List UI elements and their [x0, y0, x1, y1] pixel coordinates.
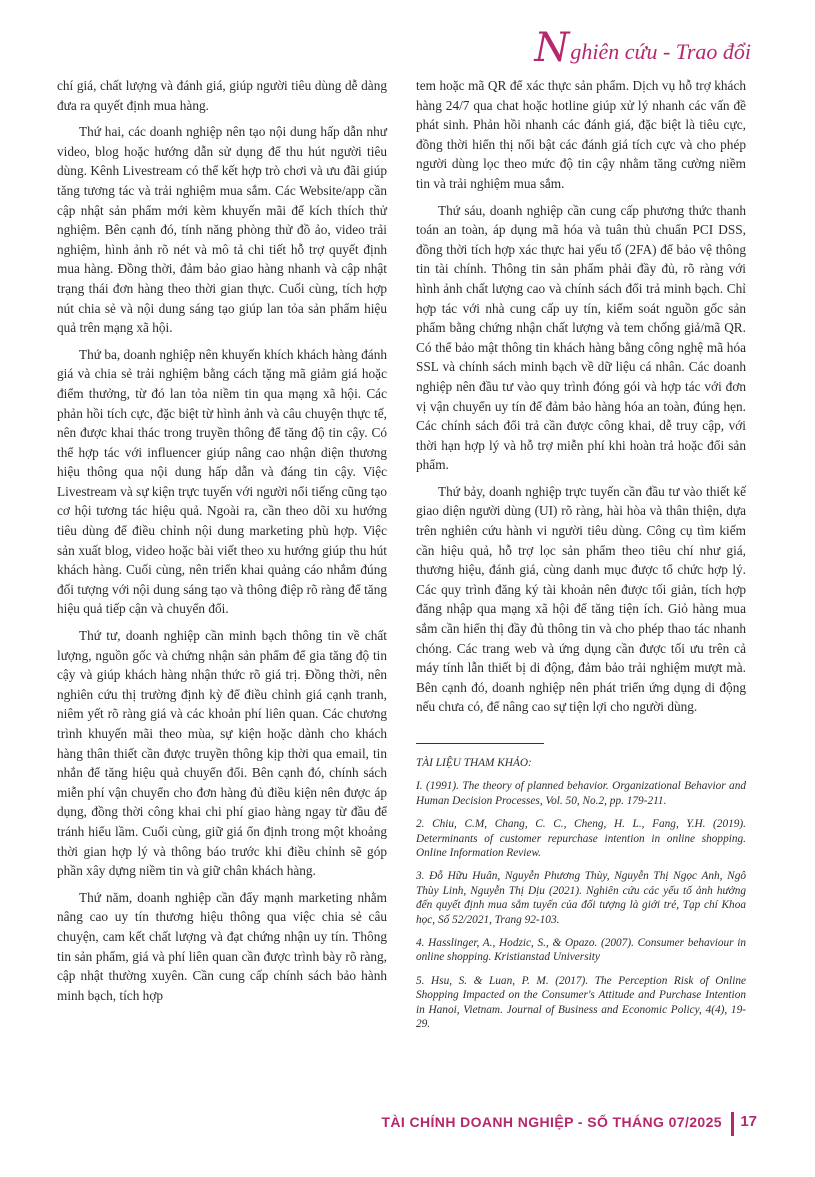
paragraph: Thứ hai, các doanh nghiệp nên tạo nội dung hấp dẫn như video, blog hoặc hướng dẫn sử dụng để thu hút người tiêu dùng. Kênh Livestream có thể kết hợp trò chơi và ưu đãi giúp tăng tương tác và trải nghiệm mua sắm. Các Website/app cần cập nhật sản phẩm mới kèm khuyến mãi để kích thích thử nghiệm. Bên cạnh đó, tính năng phòng thử đồ ảo, video trải nghiệm, hình ảnh rõ nét và mô tả chi tiết hỗ trợ quyết định mua hàng. Đồng thời, đảm bảo giao hàng nhanh và cập nhật trạng thái đơn hàng theo thời gian thực. Cuối cùng, tích hợp nút chia sẻ và nội dung sáng tạo giúp lan tỏa sản phẩm hiệu quả trên mạng xã hội.: [57, 124, 387, 336]
journal-name: TÀI CHÍNH DOANH NGHIỆP - SỐ THÁNG 07/2025: [381, 1114, 722, 1130]
section-header: [534, 25, 751, 71]
references-divider: [416, 743, 544, 744]
paragraph: Thứ năm, doanh nghiệp cần đẩy mạnh marketing nhằm nâng cao uy tín thương hiệu thông qua việc chia sẻ câu chuyện, cam kết chất lượng và đạt chứng nhận uy tín. Thông tin sản phẩm, giá và phí liên quan cần được trình bày rõ ràng, cập nhật thường xuyên. Cần cung cấp chính sách bảo hành minh bạch, tích hợp: [57, 889, 387, 1003]
right-column: [416, 76, 746, 1041]
references-title: TÀI LIỆU THAM KHẢO:: [416, 757, 532, 769]
paragraph: chí giá, chất lượng và đánh giá, giúp người tiêu dùng dễ dàng đưa ra quyết định mua hàng.: [57, 78, 387, 113]
reference-item: 4. Hasslinger, A., Hodzic, S., & Opazo. (2007). Consumer behaviour in online shopping. Kristianstad University: [416, 937, 746, 964]
paragraph: Thứ ba, doanh nghiệp nên khuyến khích khách hàng đánh giá và chia sẻ trải nghiệm bằng cách tặng mã giảm giá hoặc điểm thưởng, từ đó lan tỏa niềm tin qua mạng xã hội. Các phản hồi tích cực, đặc biệt từ hình ảnh và câu chuyện thực tế, nên được khai thác trong truyền thông để tăng độ tin cậy. Có thể hợp tác với influencer giúp nâng cao nhận diện thương hiệu thông qua nội dung hấp dẫn và đáng tin cậy. Việc Livestream và sự kiện trực tuyến với người nổi tiếng cũng tạo cơ hội tương tác hiệu quả. Ngoài ra, cần theo dõi xu hướng tiêu dùng để điều chỉnh nội dung marketing phù hợp. Việc sản xuất blog, video hoặc bài viết theo xu hướng giúp thu hút khách hàng. Cuối cùng, nên triển khai quảng cáo nhắm đúng đối tượng với nội dung sáng tạo và thông điệp rõ ràng để tăng hiệu quả tiếp cận và chuyển đổi.: [57, 346, 387, 617]
paragraph: Thứ bảy, doanh nghiệp trực tuyến cần đầu tư vào thiết kế giao diện người dùng (UI) rõ ràng, hài hòa và thân thiện, dựa trên nghiên cứu hành vi người tiêu dùng. Công cụ tìm kiếm cần hiệu quả, hỗ trợ lọc sản phẩm theo tiêu chí như giá, thương hiệu, đánh giá, cùng danh mục được tổ chức hợp lý. Các quy trình đăng ký tài khoản nên được tối giản, tích hợp đăng nhập qua mạng xã hội để tăng tiện ích. Giỏ hàng mua sắm cần hiển thị đầy đủ thông tin và cho phép thao tác nhanh chóng. Các trang web và ứng dụng cần được tối ưu trên cả máy tính lẫn thiết bị di động, đảm bảo trải nghiệm mượt mà. Bên cạnh đó, doanh nghiệp nên phát triển ứng dụng di động nếu chưa có, để nâng cao sự tiện lợi cho người dùng.: [416, 483, 746, 715]
references: [416, 756, 746, 1032]
page-footer: [0, 1112, 815, 1138]
paragraph: Thứ tư, doanh nghiệp cần minh bạch thông tin về chất lượng, nguồn gốc và chứng nhận sản phẩm để gia tăng độ tin cậy và giúp khách hàng nhận thức rõ giá trị. Đồng thời, nên nghiên cứu thị trường định kỳ để điều chỉnh giá cạnh tranh, niêm yết rõ ràng giá và các khoản phí liên quan. Các chương trình khuyến mãi theo mùa, sự kiện hoặc dành cho khách hàng thân thiết cần được truyền thông kịp thời qua email, tin nhắn để tăng hiệu quả chuyển đổi. Bên cạnh đó, chính sách miễn phí vận chuyển cho đơn hàng đủ điều kiện nên được áp dụng, đồng thời công khai chi phí giao hàng ngay từ đầu để tránh hiểu lầm. Cuối cùng, giữ giá ổn định trong một khoảng thời gian hợp lý và thông báo trước khi điều chỉnh sẽ góp phần xây dựng niềm tin và giữ chân khách hàng.: [57, 628, 387, 879]
reference-item: 5. Hsu, S. & Luan, P. M. (2017). The Perception Risk of Online Shopping Impacted on the Consumer's Attitude and Purchase Intention in Hanoi, Vietnam. Journal of Business and Economic Policy, 4(4), 19-29.: [416, 974, 746, 1031]
reference-item: 2. Chiu, C.M, Chang, C. C., Cheng, H. L., Fang, Y.H. (2019). Determinants of customer repurchase intention in online shopping. Online Information Review.: [416, 818, 746, 860]
section-header-title: ghiên cứu - Trao đổi: [570, 39, 751, 64]
paragraph: Thứ sáu, doanh nghiệp cần cung cấp phương thức thanh toán an toàn, áp dụng mã hóa và tuân thủ chuẩn PCI DSS, đồng thời tích hợp xác thực hai yếu tố (2FA) để bảo vệ thông tin tài chính. Thông tin sản phẩm phải đầy đủ, rõ ràng với hình ảnh chất lượng cao và chính sách đổi trả minh bạch. Chỉ hợp tác với nhà cung cấp uy tín, kiểm soát nguồn gốc sản phẩm bằng chứng nhận chất lượng và tem chống giả/mã QR. Có thể bảo mật thông tin khách hàng bằng công nghệ mã hóa SSL và chính sách minh bạch về dữ liệu cá nhân. Các doanh nghiệp nên đầu tư vào quy trình đóng gói và hợp tác với đơn vị vận chuyển uy tín để đảm bảo hàng hóa an toàn, đúng hẹn. Các chính sách đổi trả cần được công khai, dễ truy cập, với thời hạn hợp lý và hỗ trợ miễn phí khi hoàn trả hoặc đổi sản phẩm.: [416, 202, 746, 473]
left-column: [57, 76, 387, 1012]
section-header-initial: N: [534, 25, 570, 71]
page-number: 17: [740, 1113, 757, 1130]
reference-item: I. (1991). The theory of planned behavior. Organizational Behavior and Human Decision Processes, Vol. 50, No.2, pp. 179-211.: [416, 780, 746, 807]
reference-item: 3. Đỗ Hữu Huân, Nguyễn Phương Thùy, Nguyễn Thị Ngọc Anh, Ngô Thùy Linh, Nguyễn Thị Dịu (2021). Nghiên cứu các yếu tố ảnh hưởng đến quyết định mua sắm tuyến của đối tượng là giới trẻ, Tạp chí Khoa học, Số 52/2021, Trang 92-103.: [416, 870, 746, 926]
paragraph: tem hoặc mã QR để xác thực sản phẩm. Dịch vụ hỗ trợ khách hàng 24/7 qua chat hoặc hotline giúp xử lý nhanh các vấn đề phát sinh. Phản hồi nhanh các đánh giá, đặc biệt là tiêu cực, đồng thời hiển thị nổi bật các đánh giá tích cực và cho phép người dùng lọc theo mức độ tin cậy nhằm tăng cường niềm tin và trải nghiệm mua sắm.: [416, 78, 746, 191]
footer-divider: [731, 1112, 734, 1136]
